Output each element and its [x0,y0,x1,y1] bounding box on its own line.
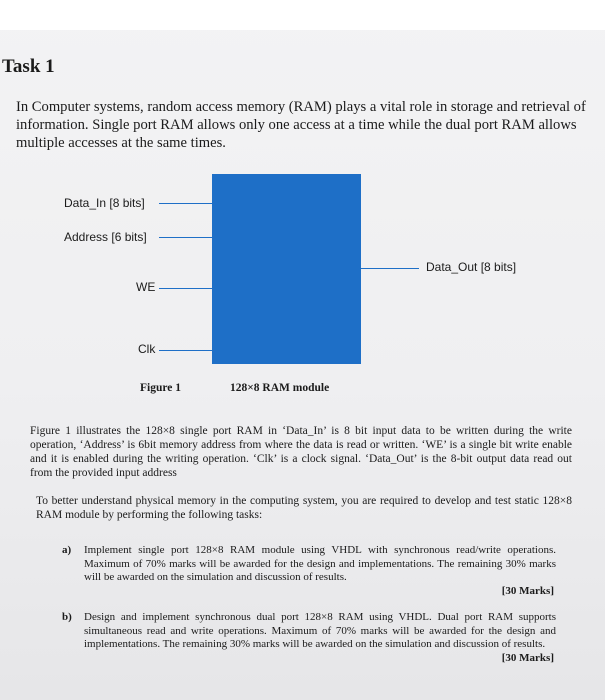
tasks-intro: To better understand physical memory in the computing system, you are required to develop and test static 128×8 RAM module by performing the following tasks: [36,495,572,521]
task-marker: b) [62,611,72,623]
address-line [159,237,212,238]
task-item-a [62,544,556,598]
task-title: Task 1 [2,56,55,77]
figure-description: Figure 1 illustrates the 128×8 single port RAM in ‘Data_In’ is 8 bit input data to be written during the write operation, ‘Address’ is 6bit memory address from where the data is read or written. ‘WE’ is a single bit write enable and it is enabled during the writing operation. ‘Clk’ is a clock signal. ‘Data_Out’ is the 8-bit output data read out from the provided input address [30,425,572,479]
we-label: WE [136,280,156,294]
data-out-line [361,268,419,269]
figure-caption-text: 128×8 RAM module [230,382,330,394]
address-label: Address [6 bits] [64,230,147,244]
data-out-label: Data_Out [8 bits] [426,260,517,274]
task-text: Design and implement synchronous dual port 128×8 RAM using VHDL. Dual port RAM supports simultaneous read and write operations. Maximum of 70% marks will be awarded for the design and implementations. The remaining 30% marks will be awarded on the simulation and discussion of results. [84,611,556,650]
task-list [62,544,556,678]
ram-figure [0,168,605,398]
ram-module-block [212,174,361,364]
task-marker: a) [62,544,72,556]
intro-paragraph: In Computer systems, random access memory (RAM) plays a vital role in storage and retrieval of information. Single port RAM allows only one access at a time while the dual port RAM allows multiple accesses at the same times. [16,99,586,151]
clk-line [159,350,212,351]
clk-label: Clk [138,342,156,356]
task-item-b [62,611,556,665]
figure-caption-label: Figure 1 [140,382,181,394]
top-margin [0,0,605,30]
task-marks: [30 Marks] [501,584,554,597]
data-in-line [159,203,212,204]
we-line [159,288,212,289]
data-in-label: Data_In [8 bits] [64,196,145,210]
task-text: Implement single port 128×8 RAM module using VHDL with synchronous read/write operations. Maximum of 70% marks will be awarded for the design and implementations. The remaining 30% marks will be awarded on the simulation and discussion of results. [84,544,556,583]
task-marks: [30 Marks] [501,651,554,664]
